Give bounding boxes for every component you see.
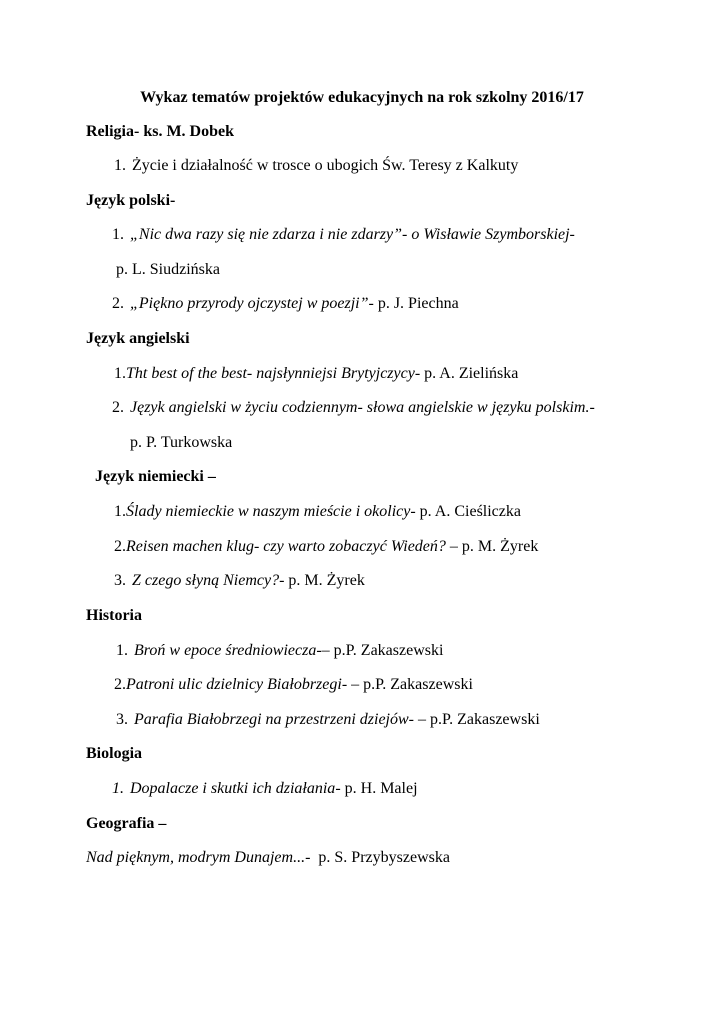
item-title: Z czego słyną Niemcy? — [132, 572, 280, 589]
list-item — [114, 364, 518, 384]
list-item — [116, 641, 443, 661]
item-teacher: -– p.P. Zakaszewski — [316, 642, 444, 659]
section-heading-historia: Historia — [86, 607, 142, 624]
item-number: 2. — [112, 295, 124, 312]
item-title: Patroni ulic dzielnicy Białobrzegi — [126, 676, 342, 693]
item-title: „Nic dwa razy się nie zdarza i nie zdarzy”- o Wisławie Szymborskiej- — [130, 226, 575, 243]
item-teacher: – p. M. Żyrek — [445, 538, 539, 555]
section-heading-angielski: Język angielski — [86, 330, 190, 347]
item-number: 2. — [112, 399, 124, 416]
item-title: Broń w epoce średniowiecza — [134, 642, 317, 659]
item-number: 3. — [114, 572, 126, 589]
list-item — [86, 848, 450, 868]
item-teacher: - p. A. Zielińska — [414, 365, 519, 382]
section-heading-niemiecki: Język niemiecki – — [95, 468, 216, 485]
item-teacher: - p. J. Piechna — [368, 295, 459, 312]
item-teacher: - – p.P. Zakaszewski — [408, 711, 540, 728]
item-teacher: p. P. Turkowska — [130, 434, 233, 451]
item-title: Parafia Białobrzegi na przestrzeni dziejów — [134, 711, 409, 728]
list-item — [114, 502, 521, 522]
document-title: Wykaz tematów projektów edukacyjnych na rok szkolny 2016/17 — [140, 89, 584, 106]
item-text: Życie i działalność w trosce o ubogich Św. Teresy z Kalkuty — [132, 157, 519, 174]
list-item — [112, 779, 418, 799]
list-item — [112, 225, 575, 245]
item-teacher: - p. S. Przybyszewska — [305, 849, 450, 866]
item-number: 1. — [112, 226, 124, 243]
item-title: Reisen machen klug- czy warto zobaczyć Wiedeń? — [126, 538, 446, 555]
item-title: Nad pięknym, modrym Dunajem... — [86, 849, 306, 866]
item-title: Ślady niemieckie w naszym mieście i okolicy — [126, 503, 411, 520]
item-teacher: - p. A. Cieśliczka — [410, 503, 521, 520]
item-teacher: - p. M. Żyrek — [279, 572, 365, 589]
item-number: 1. — [116, 642, 128, 659]
item-number: 1. — [114, 157, 126, 174]
list-item — [114, 537, 538, 557]
item-number: 1. — [114, 503, 126, 520]
item-teacher: - – p.P. Zakaszewski — [341, 676, 473, 693]
item-number: 3. — [116, 711, 128, 728]
item-title: Język angielski w życiu codziennym- słowa angielskie w języku polskim. — [130, 399, 590, 416]
list-item — [116, 710, 540, 730]
item-title: Tht best of the best- najsłynniejsi Brytyjczycy — [126, 365, 415, 382]
item-number: 2. — [114, 676, 126, 693]
item-title: „Piękno przyrody ojczystej w poezji” — [130, 295, 369, 312]
item-teacher: - p. H. Malej — [335, 780, 418, 797]
list-item — [114, 675, 473, 695]
item-number: 2. — [114, 538, 126, 555]
item-teacher: p. L. Siudzińska — [116, 261, 220, 278]
list-item — [114, 571, 365, 591]
list-item — [112, 398, 595, 418]
item-number: 1. — [112, 780, 124, 797]
item-title: Dopalacze i skutki ich działania — [130, 780, 336, 797]
list-item — [112, 294, 459, 314]
item-dash: - — [589, 399, 595, 416]
section-heading-polski: Język polski- — [86, 192, 176, 209]
section-heading-geografia: Geografia – — [86, 815, 167, 832]
section-heading-biologia: Biologia — [86, 745, 143, 762]
section-heading-religia: Religia- ks. M. Dobek — [86, 123, 234, 140]
list-item — [114, 156, 518, 176]
item-number: 1. — [114, 365, 126, 382]
